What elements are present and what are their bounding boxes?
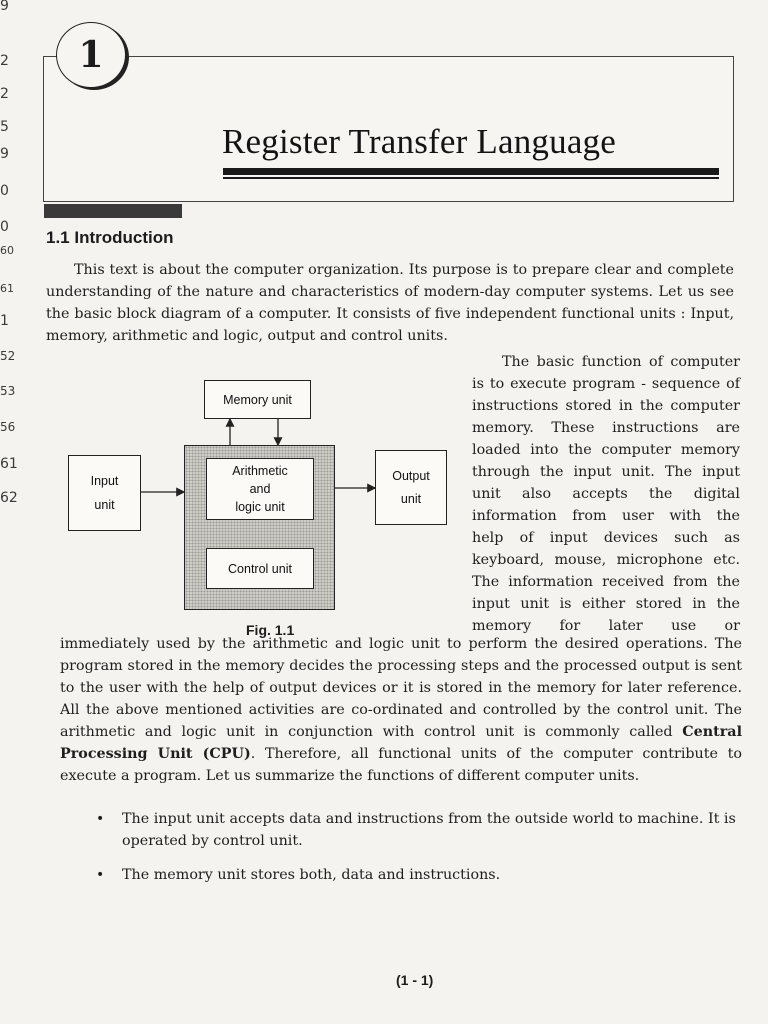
side-line: memory for later use or: [472, 618, 740, 634]
section-heading: 1.1 Introduction: [46, 228, 174, 247]
bullet-item: [96, 808, 744, 852]
intro-text: This text is about the computer organization. Its purpose is to prepare clear and complete understanding of the nature and characteristics of modern-day computer systems. Let us see the basic block diagram of a computer. It consists of five independent functional units : Input, memory, arithmetic and logic, output and control units.: [46, 262, 734, 344]
side-line: input unit is either stored in the: [472, 596, 740, 612]
section-tab-bar: [44, 204, 182, 218]
margin-number: 61: [0, 282, 14, 295]
alu-label-line: Arithmetic: [232, 464, 288, 478]
side-line: instructions stored in the computer: [472, 398, 740, 414]
alu-label-line: logic unit: [235, 500, 285, 514]
title-rule: [223, 168, 719, 175]
side-line: information from user with the: [472, 508, 740, 524]
input-unit-label-line: Input: [90, 474, 119, 488]
page-number: (1 - 1): [396, 972, 434, 988]
main-text-bold: Central Processing Unit (CPU): [60, 724, 742, 762]
margin-number: 9: [0, 0, 9, 14]
side-line: loaded into the computer memory: [472, 442, 740, 458]
chapter-number: 1: [78, 34, 104, 76]
margin-number: 5: [0, 119, 9, 135]
bullet-list: [96, 808, 744, 898]
side-line: The information received from the: [472, 574, 740, 590]
side-paragraph: [472, 351, 740, 637]
output-unit-box: [375, 450, 447, 525]
side-line: through the input unit. The input: [472, 464, 740, 480]
margin-number: 0: [0, 183, 9, 199]
bullet-text: The input unit accepts data and instructions from the outside world to machine. It is operated by control unit.: [122, 811, 736, 849]
bleed-through-margin-numbers: [0, 0, 16, 1024]
margin-number: 52: [0, 349, 16, 363]
margin-number: 56: [0, 420, 16, 434]
intro-paragraph: [46, 259, 734, 347]
block-diagram: [60, 375, 350, 645]
memory-unit-box: [204, 380, 311, 419]
input-unit-label-line: unit: [94, 498, 115, 512]
output-unit-label-line: unit: [400, 491, 422, 506]
chapter-title: Register Transfer Language: [222, 122, 616, 161]
input-unit-box: [68, 455, 141, 531]
control-unit-label: Control unit: [228, 561, 292, 576]
bullet-dot-icon: •: [96, 811, 105, 827]
side-line: help of input devices such as: [472, 530, 740, 546]
chapter-number-badge: [56, 22, 126, 88]
margin-number: 9: [0, 146, 9, 162]
margin-number: 60: [0, 244, 14, 257]
side-line: memory. These instructions are: [472, 420, 740, 436]
control-unit-box: [206, 548, 314, 589]
memory-unit-label: Memory unit: [223, 392, 292, 407]
alu-label-line: and: [249, 482, 271, 496]
side-line: unit also accepts the digital: [472, 486, 740, 502]
bullet-item: [96, 864, 744, 886]
margin-number: 2: [0, 53, 9, 69]
margin-number: 61: [0, 456, 18, 472]
alu-box: [206, 458, 314, 520]
main-text-part2: . Therefore, all functional units of the computer contribute to execute a program. Let us summarize the functions of different computer units.: [60, 746, 742, 784]
side-line: The basic function of computer: [502, 354, 740, 370]
bullet-dot-icon: •: [96, 867, 105, 883]
margin-number: 0: [0, 219, 9, 235]
margin-number: 62: [0, 490, 18, 506]
output-unit-label-line: Output: [392, 468, 430, 483]
title-rule-thin: [223, 177, 719, 179]
main-text-part1: immediately used by the arithmetic and logic unit to perform the desired operations. The program stored in the memory decides the processing steps and the processed output is sent to the user with the help of output devices or it is stored in the memory for later reference. All the above mentioned activities are co-ordinated and controlled by the control unit. The arithmetic and logic unit in conjunction with control unit is commonly called: [60, 636, 742, 740]
margin-number: 1: [0, 313, 9, 329]
side-line: is to execute program - sequence of: [472, 376, 740, 392]
bullet-text: The memory unit stores both, data and instructions.: [122, 867, 501, 883]
figure-caption: Fig. 1.1: [246, 622, 295, 638]
main-paragraph: [60, 633, 742, 787]
side-line: keyboard, mouse, microphone etc.: [472, 552, 740, 568]
margin-number: 53: [0, 384, 16, 398]
margin-number: 2: [0, 86, 9, 102]
